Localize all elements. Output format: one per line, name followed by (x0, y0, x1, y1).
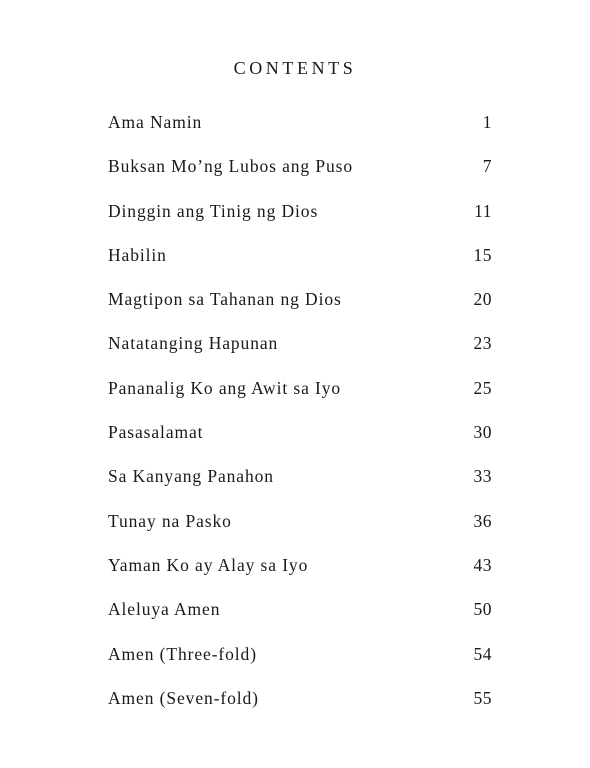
toc-entry-title: Pasasalamat (108, 422, 204, 443)
toc-entry-title: Pananalig Ko ang Awit sa Iyo (108, 377, 342, 398)
toc-entry-title: Natatanging Hapunan (108, 333, 279, 354)
toc-entry[interactable] (108, 378, 492, 422)
toc-entry[interactable] (108, 511, 492, 555)
toc-entry-title: Amen (Seven-fold) (108, 687, 259, 708)
toc-entry-title: Dinggin ang Tinig ng Dios (108, 200, 319, 221)
toc-entry[interactable] (108, 555, 492, 599)
toc-entry-page-number: 30 (473, 422, 492, 443)
toc-entry-title: Aleluya Amen (108, 599, 221, 620)
table-of-contents (108, 112, 492, 732)
toc-entry[interactable] (108, 201, 492, 245)
toc-entry[interactable] (108, 156, 492, 200)
toc-entry[interactable] (108, 245, 492, 289)
toc-entry-page-number: 1 (482, 112, 492, 132)
toc-entry-page-number: 11 (474, 200, 492, 221)
toc-entry-title: Tunay na Pasko (108, 510, 232, 531)
toc-entry-title: Yaman Ko ay Alay sa Iyo (108, 554, 309, 575)
toc-entry-page-number: 43 (473, 554, 492, 575)
toc-entry[interactable] (108, 289, 492, 333)
toc-entry-page-number: 15 (473, 244, 492, 265)
toc-entry-title: Buksan Mo’ng Lubos ang Puso (108, 156, 353, 177)
toc-entry-page-number: 23 (473, 333, 492, 354)
toc-entry-title: Sa Kanyang Panahon (108, 466, 274, 487)
toc-entry[interactable] (108, 466, 492, 510)
toc-entry-page-number: 55 (473, 687, 492, 708)
toc-entry-page-number: 7 (482, 156, 492, 177)
page-title: CONTENTS (233, 58, 357, 78)
toc-entry[interactable] (108, 333, 492, 377)
toc-entry[interactable] (108, 422, 492, 466)
toc-entry-page-number: 25 (473, 377, 492, 398)
toc-entry-page-number: 20 (473, 289, 492, 310)
toc-entry-page-number: 50 (473, 599, 492, 620)
toc-entry-page-number: 36 (473, 510, 492, 531)
toc-entry-title: Ama Namin (108, 112, 203, 132)
toc-entry-page-number: 33 (473, 466, 492, 487)
toc-entry-title: Amen (Three-fold) (108, 643, 257, 664)
toc-entry-title: Magtipon sa Tahanan ng Dios (108, 289, 342, 310)
toc-entry[interactable] (108, 599, 492, 643)
toc-entry[interactable] (108, 688, 492, 732)
toc-entry-title: Habilin (108, 244, 167, 265)
toc-entry-page-number: 54 (473, 643, 492, 664)
toc-entry[interactable] (108, 644, 492, 688)
toc-entry[interactable] (108, 112, 492, 156)
